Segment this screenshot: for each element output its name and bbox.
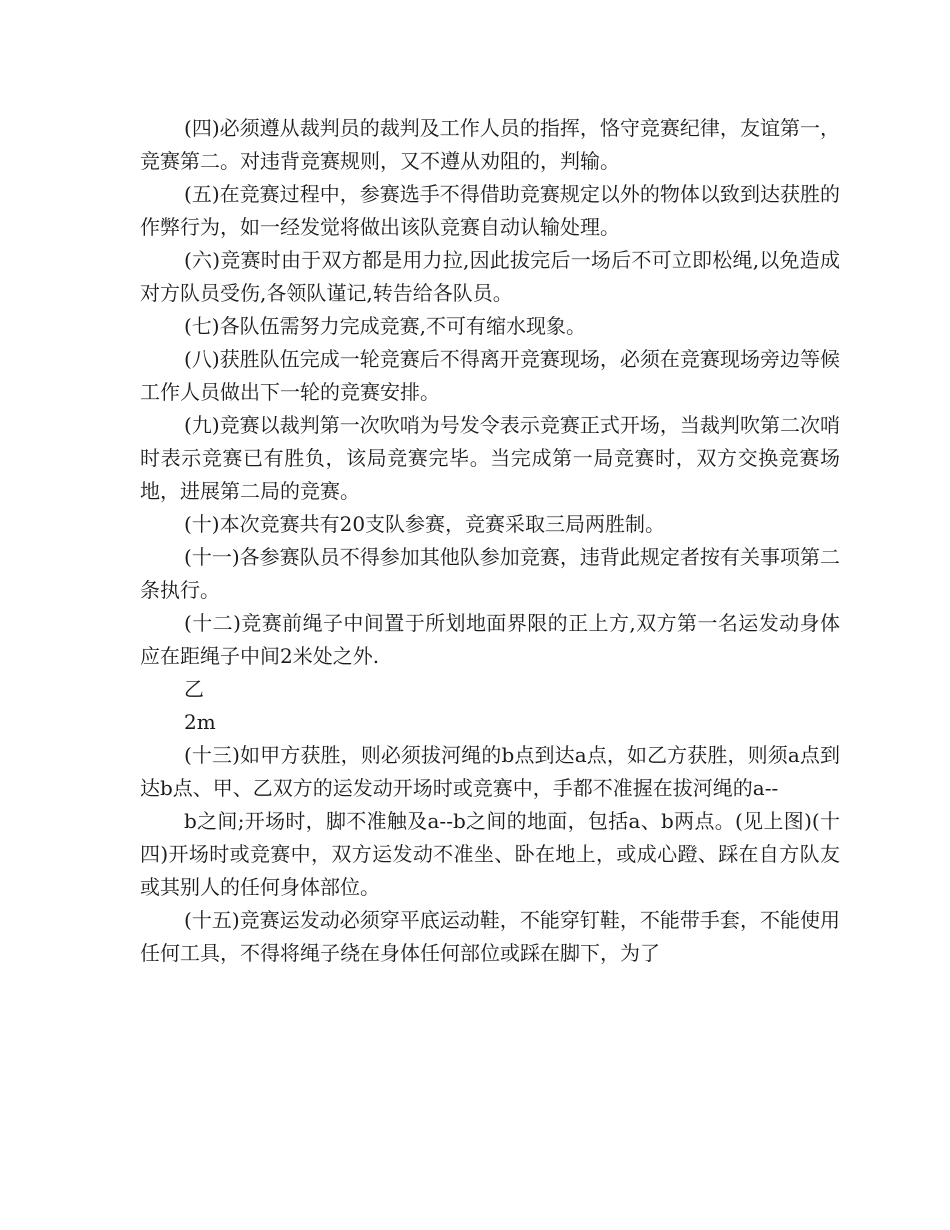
paragraph-rule-5: (五)在竞赛过程中，参赛选手不得借助竞赛规定以外的物体以致到达获胜的作弊行为，如一经发觉将做出该队竞赛自动认输处理。: [140, 182, 840, 239]
paragraph-rule-12: (十二)竞赛前绳子中间置于所划地面界限的正上方,双方第一名运发动身体应在距绳子中间2米处之外.: [140, 611, 840, 668]
paragraph-rule-6: (六)竞赛时由于双方都是用力拉,因此拔完后一场后不可立即松绳,以免造成对方队员受伤,各领队谨记,转告给各队员。: [140, 248, 840, 305]
paragraph-rule-10: (十)本次竞赛共有20支队参赛，竞赛采取三局两胜制。: [184, 512, 666, 536]
paragraph-rule-4: (四)必须遵从裁判员的裁判及工作人员的指挥，恪守竞赛纪律，友谊第一，竞赛第二。对违背竞赛规则，又不遵从劝阻的，判输。: [140, 116, 840, 173]
figure-label-yi: 乙: [184, 677, 204, 701]
paragraph-rule-8: (八)获胜队伍完成一轮竞赛后不得离开竞赛现场，必须在竞赛现场旁边等候工作人员做出下一轮的竞赛安排。: [140, 347, 840, 404]
document-body: [140, 112, 840, 970]
paragraph-rule-13-continued: b之间;开场时，脚不准触及a--b之间的地面，包括a、b两点。(见上图)(十四)开场时或竞赛中，双方运发动不准坐、卧在地上，或成心蹬、踩在自方队友或其别人的任何身体部位。: [140, 809, 840, 899]
paragraph-rule-11: (十一)各参赛队员不得参加其他队参加竞赛，违背此规定者按有关事项第二条执行。: [140, 545, 840, 602]
paragraph-rule-9: (九)竞赛以裁判第一次吹哨为号发令表示竞赛正式开场，当裁判吹第二次哨时表示竞赛已有胜负，该局竞赛完毕。当完成第一局竞赛时，双方交换竞赛场地，进展第二局的竞赛。: [140, 413, 840, 503]
figure-label-distance: 2m: [184, 710, 216, 734]
paragraph-rule-13: (十三)如甲方获胜，则必须拔河绳的b点到达a点，如乙方获胜，则须a点到达b点、甲、乙双方的运发动开场时或竞赛中，手都不准握在拔河绳的a--: [140, 743, 840, 800]
paragraph-rule-7: (七)各队伍需努力完成竞赛,不可有缩水现象。: [184, 314, 586, 338]
paragraph-rule-15: (十五)竞赛运发动必须穿平底运动鞋，不能穿钉鞋，不能带手套，不能使用任何工具，不得将绳子绕在身体任何部位或踩在脚下，为了: [140, 908, 840, 965]
